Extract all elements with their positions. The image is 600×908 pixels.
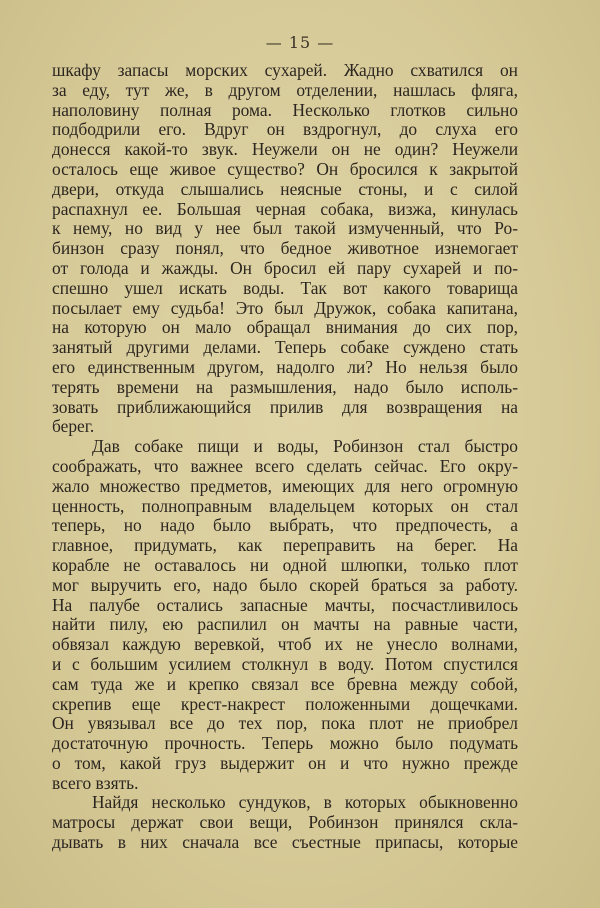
text-line: шкафу запасы морских сухарей. Жадно схватился он	[52, 61, 518, 80]
text-line: его единственным другом, надолго ли? Но нельзя было	[52, 357, 518, 377]
text-line: дывать в них сначала все съестные припасы, которые	[52, 833, 518, 853]
text-line: о том, какой груз выдержит он и что нужно прежде	[52, 753, 518, 773]
paragraph-3	[52, 793, 518, 852]
text-line: скрепив еще крест-накрест положенными дощечками.	[52, 694, 518, 714]
paragraph-2	[52, 437, 518, 793]
text-line: жало множество предметов, имеющих для него огромную	[52, 476, 518, 496]
text-line: Дав собаке пищи и воды, Робинзон стал быстро	[92, 437, 518, 457]
text-line: спешно ушел искать воды. Так вот какого товарища	[52, 278, 518, 298]
text-line: за еду, тут же, в другом отделении, нашлась фляга,	[52, 80, 518, 100]
text-line: главное, придумать, как переправить на берег. На	[52, 536, 518, 556]
text-line: наполовину полная рома. Несколько глотков сильно	[52, 100, 518, 120]
text-line: всего взять.	[52, 773, 139, 793]
text-line: На палубе остались запасные мачты, посчастливилось	[52, 595, 518, 615]
text-line: и с большим усилием столкнул в воду. Потом спустился	[52, 654, 518, 674]
text-line: посылает ему судьба! Это был Дружок, собака капитана,	[52, 298, 518, 318]
text-line: соображать, что важнее всего сделать сейчас. Его окру-	[52, 456, 518, 476]
text-line: матросы держат свои вещи, Робинзон принялся скла-	[52, 813, 518, 833]
text-line: донесся какой-то звук. Неужели он не один? Неужели	[52, 140, 518, 160]
text-line: найти пилу, ею распилил он мачты на равные части,	[52, 615, 518, 635]
text-line: Найдя несколько сундуков, в которых обыкновенно	[92, 793, 518, 813]
text-line: берег.	[52, 417, 95, 437]
text-line: двери, откуда слышались неясные стоны, и с силой	[52, 179, 518, 199]
text-line: на которую он мало обращал внимания до сих пор,	[52, 318, 518, 338]
text-line: корабле не оставалось ни одной шлюпки, только плот	[52, 555, 518, 575]
text-line: теперь, но надо было выбрать, что предпочесть, а	[52, 516, 518, 536]
text-line: бинзон сразу понял, что бедное животное изнемогает	[52, 239, 518, 259]
text-line: к нему, но вид у нее был такой измученный, что Ро-	[52, 219, 518, 239]
text-line: занятый другими делами. Теперь собаке суждено стать	[52, 338, 518, 358]
text-line: от голода и жажды. Он бросил ей пару сухарей и по-	[52, 258, 518, 278]
text-line: Он увязывал все до тех пор, пока плот не приобрел	[52, 714, 518, 734]
text-line: осталось еще живое существо? Он бросился к закрытой	[52, 159, 518, 179]
text-line: терять времени на размышления, надо было исполь-	[52, 377, 518, 397]
text-line: распахнул ее. Большая черная собака, визжа, кинулась	[52, 199, 518, 219]
body-text	[52, 61, 518, 853]
text-line: достаточную прочность. Теперь можно было подумать	[52, 734, 518, 754]
paragraph-1	[52, 61, 518, 437]
text-line: обвязал каждую веревкой, чтоб их не унесло волнами,	[52, 635, 518, 655]
text-line: подбодрили его. Вдруг он вздрогнул, до слуха его	[52, 120, 518, 140]
page-number: — 15 —	[265, 33, 335, 52]
text-line: ценность, полноправным владельцем которых он стал	[52, 496, 518, 516]
text-line: зовать приближающийся прилив для возвращения на	[52, 397, 518, 417]
text-line: мог выручить его, надо было скорей браться за работу.	[52, 575, 518, 595]
text-line: сам туда же и крепко связал все бревна между собой,	[52, 674, 518, 694]
